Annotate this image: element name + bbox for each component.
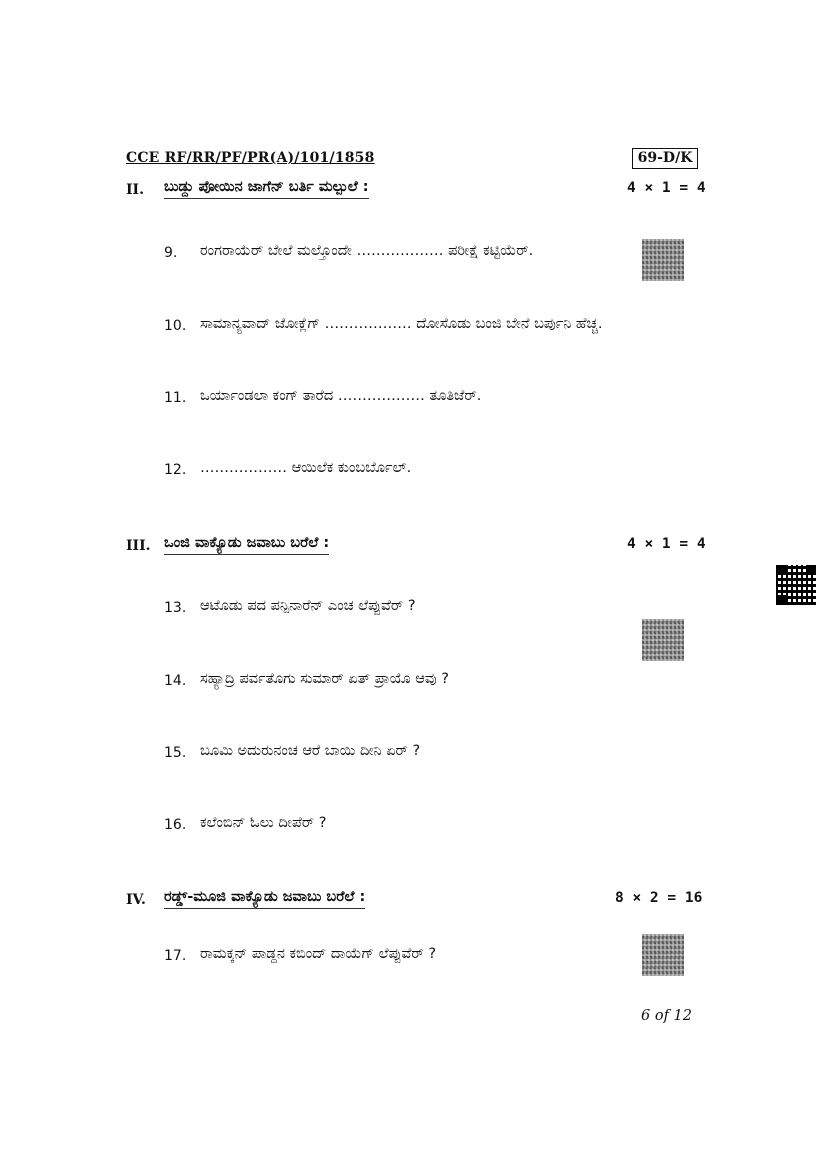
question-number: 10. [164, 318, 187, 334]
section-marks: 8 × 2 = 16 [615, 890, 703, 906]
question-number: 15. [164, 745, 187, 761]
question-number: 12. [164, 462, 187, 478]
question-text: ಒರ್ಯಾಂಡಲಾ ಕಂಗ್ ತಾರೆದ ……………… ತೂತಿಜೆರ್. [200, 388, 482, 404]
qr-code-icon [642, 239, 684, 281]
qr-code-icon [776, 565, 816, 605]
question-text: ಸಹ್ಯಾದ್ರಿ ಪರ್ವತೊಗು ಸುಮಾರ್ ಏತ್ ಪ್ರಾಯೊ ಆವು ? [200, 671, 449, 687]
question-number: 11. [164, 390, 187, 406]
section-title: ಬುಡ್ದು ಪೋಯಿನ ಜಾಗೆನ್ ಬರ್ತಿ ಮಲ್ಪುಲೆ : [164, 179, 369, 199]
paper-code-box: 69-D/K [632, 148, 698, 169]
question-text: ಕಲೆಂಬಿನ್ ಓಲು ದೀಪೆರ್ ? [200, 815, 327, 831]
qr-code-icon [642, 934, 684, 976]
exam-code: CCE RF/RR/PF/PR(A)/101/1858 [126, 150, 375, 166]
section-number: III. [126, 538, 151, 554]
question-text: ……………… ಆಯಿಲೆಕ ಕುಂಬರ್ಬೊಲ್. [200, 460, 412, 476]
section-title: ರಡ್ಡ್-ಮೂಜಿ ವಾಕ್ಯೊಡು ಜವಾಬು ಬರೆಲೆ : [164, 889, 365, 909]
section-number: II. [126, 182, 144, 198]
qr-code-icon [642, 619, 684, 661]
question-text: ರಂಗರಾಯೆರ್ ಬೇಲೆ ಮಲ್ತೊಂದೇ ……………… ಪರೀಕ್ಷೆ ಕಟ್ಟಿಯೆರ್. [200, 243, 534, 259]
section-title: ಒಂಜಿ ವಾಕ್ಯೊಡು ಜವಾಬು ಬರೆಲೆ : [164, 535, 329, 555]
section-marks: 4 × 1 = 4 [627, 536, 706, 552]
question-number: 9. [164, 245, 178, 261]
section-marks: 4 × 1 = 4 [627, 180, 706, 196]
question-text: ಆಟೊಡು ಪದ ಪನ್ಪಿನಾರೆನ್ ಎಂಚ ಲೆಪ್ಪುವೆರ್ ? [200, 598, 416, 614]
question-text: ಬೂಮಿ ಅದುರುನಂಚ ಆರೆ ಬಾಯಿ ದೀನಿ ಏರ್ ? [200, 743, 421, 759]
question-number: 14. [164, 673, 187, 689]
question-number: 13. [164, 600, 187, 616]
section-number: IV. [126, 892, 146, 908]
question-number: 16. [164, 817, 187, 833]
question-text: ಸಾಮಾನ್ಯವಾದ್ ಜೋಕ್ಲೆಗ್ ……………… ದೋಸೊಡು ಬಂಜಿ ಬೇನೆ ಬರ್ಪುನಿ ಹೆಚ್ಚ. [200, 316, 603, 332]
question-text: ರಾಮಕ್ಕನ್ ಪಾಡ್ದನ ಕಬಿಂದ್ ದಾಯೆಗ್ ಲೆಪ್ಪುವೆರ್ ? [200, 946, 437, 962]
question-number: 17. [164, 948, 187, 964]
page-number: 6 of 12 [641, 1008, 692, 1024]
